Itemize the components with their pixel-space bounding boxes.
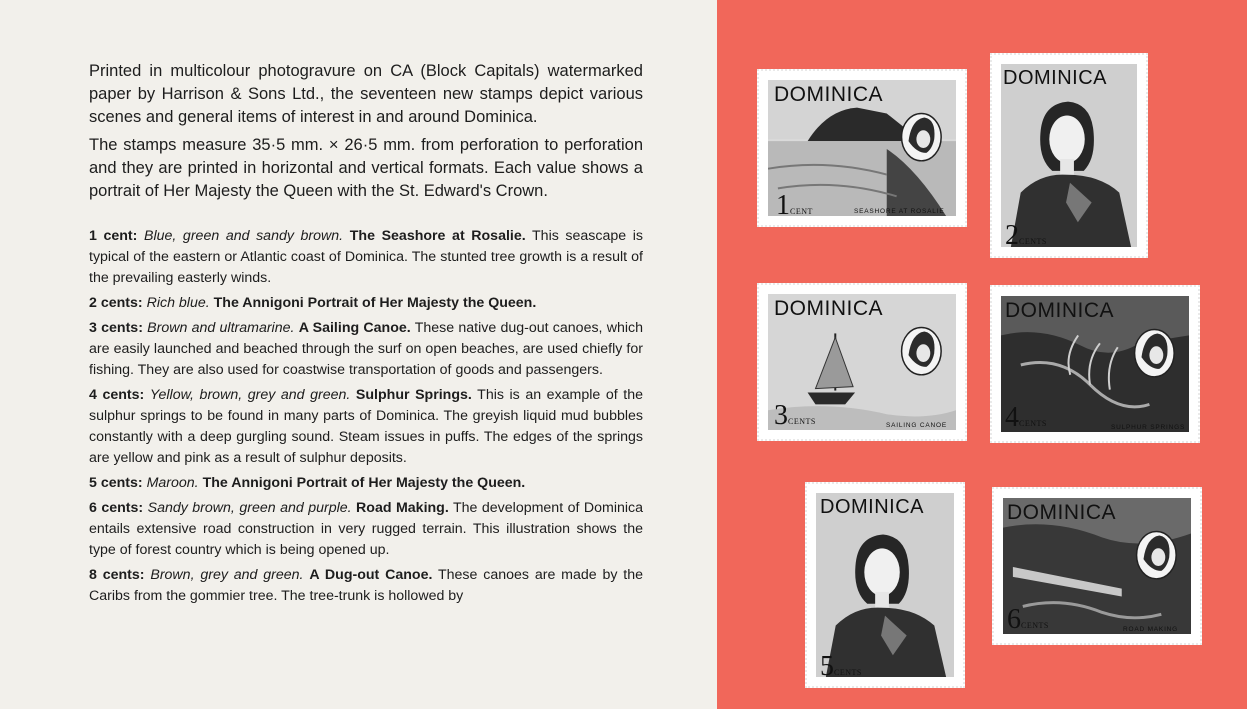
stamp-panel xyxy=(717,0,1247,709)
entry-title: A Sailing Canoe. xyxy=(298,320,411,336)
stamp-image xyxy=(768,294,956,430)
stamp-image xyxy=(1001,64,1137,247)
entry-3-cents xyxy=(89,318,643,381)
value-unit: CENTS xyxy=(1019,419,1047,428)
entry-colours: Blue, green and sandy brown. xyxy=(144,228,344,244)
entry-colours: Rich blue. xyxy=(146,295,210,311)
stamp-value xyxy=(1005,222,1047,247)
country-name: DOMINICA xyxy=(1005,299,1114,322)
value-digit: 1 xyxy=(776,190,790,216)
value-digit: 5 xyxy=(820,651,834,677)
country-name: DOMINICA xyxy=(774,297,883,320)
entry-value: 3 cents: xyxy=(89,320,143,336)
value-digit: 4 xyxy=(1005,402,1019,432)
stamp-value xyxy=(774,402,816,430)
stamp-image xyxy=(816,493,954,677)
stamp-value xyxy=(820,653,862,677)
entry-6-cents xyxy=(89,498,643,561)
stamp-4-cents xyxy=(990,285,1200,443)
entry-2-cents xyxy=(89,293,643,314)
entry-5-cents xyxy=(89,473,643,494)
entry-value: 6 cents: xyxy=(89,500,144,516)
stamp-image xyxy=(1001,296,1189,432)
stamp-caption: SAILING CANOE xyxy=(886,422,947,429)
value-digit: 2 xyxy=(1005,220,1019,247)
value-unit: CENTS xyxy=(1021,621,1049,630)
stamp-5-cents xyxy=(805,482,965,688)
queen-portrait xyxy=(816,493,954,677)
entry-4-cents xyxy=(89,385,643,469)
entry-title: The Annigoni Portrait of Her Majesty the Queen. xyxy=(202,475,526,491)
entry-title: A Dug-out Canoe. xyxy=(309,567,433,583)
entry-description: This seascape is typical of the eastern or Atlantic coast of Dominica. The stunted tree growth is a result of the prevailing easterly winds. xyxy=(89,228,643,286)
country-name: DOMINICA xyxy=(820,496,924,518)
stamp-caption: SULPHUR SPRINGS xyxy=(1111,424,1186,431)
stamp-3-cents xyxy=(757,283,967,441)
stamp-image xyxy=(1003,498,1191,634)
entry-description: The development of Dominica entails extensive road construction in very rugged terrain. This illustration shows the type of forest country which is being opened up. xyxy=(89,500,644,558)
entry-title: Road Making. xyxy=(356,500,449,516)
entry-description: This is an example of the sulphur springs to be found in many parts of Dominica. The greyish liquid mud bubbles constantly with a deep gurgling sound. Steam issues in puffs. The edges of the springs are yellow and pink as a result of sulphur deposits. xyxy=(89,387,643,466)
entry-title: Sulphur Springs. xyxy=(355,387,472,403)
stamp-caption: SEASHORE AT ROSALIE xyxy=(854,208,945,215)
entry-value: 5 cents: xyxy=(89,475,143,491)
entry-1-cent xyxy=(89,226,643,289)
stamp-value xyxy=(1005,404,1047,432)
entry-colours: Brown, grey and green. xyxy=(150,567,304,583)
country-name: DOMINICA xyxy=(1003,67,1107,89)
entry-value: 1 cent: xyxy=(89,228,138,244)
entry-description: These canoes are made by the Caribs from the gommier tree. The tree-trunk is hollowed by xyxy=(89,567,644,604)
stamp-value xyxy=(776,192,813,216)
text-column xyxy=(89,60,643,611)
entry-8-cents xyxy=(89,565,643,607)
entry-colours: Maroon. xyxy=(146,475,199,491)
value-digit: 3 xyxy=(774,400,788,430)
value-unit: CENTS xyxy=(834,668,862,677)
stamp-image xyxy=(768,80,956,216)
stamp-value xyxy=(1007,606,1049,634)
country-name: DOMINICA xyxy=(774,83,883,106)
value-unit: CENTS xyxy=(788,417,816,426)
country-name: DOMINICA xyxy=(1007,501,1116,524)
value-digit: 6 xyxy=(1007,604,1021,634)
value-unit: CENTS xyxy=(1019,237,1047,246)
value-unit: CENT xyxy=(790,207,813,216)
entry-value: 2 cents: xyxy=(89,295,143,311)
queen-portrait xyxy=(1001,64,1137,247)
entry-value: 4 cents: xyxy=(89,387,145,403)
entry-title: The Seashore at Rosalie. xyxy=(349,228,526,244)
stamp-caption: ROAD MAKING xyxy=(1123,626,1179,633)
entry-colours: Sandy brown, green and purple. xyxy=(147,500,352,516)
entry-description: These native dug-out canoes, which are easily launched and beached through the surf on open beaches, are used chiefly for fishing. They are also used for coastwise transportation of goods and passengers. xyxy=(89,320,644,378)
stamp-6-cents xyxy=(992,487,1202,645)
entry-value: 8 cents: xyxy=(89,567,145,583)
stamp-2-cents xyxy=(990,53,1148,258)
intro-paragraph-2: The stamps measure 35·5 mm. × 26·5 mm. from perforation to perforation and they are printed in horizontal and vertical formats. Each value shows a portrait of Her Majesty the Queen with the St. Edward's Crown. xyxy=(89,136,643,200)
entry-title: The Annigoni Portrait of Her Majesty the Queen. xyxy=(213,295,537,311)
entry-colours: Brown and ultramarine. xyxy=(147,320,295,336)
entry-colours: Yellow, brown, grey and green. xyxy=(149,387,351,403)
stamp-1-cent xyxy=(757,69,967,227)
intro-paragraph-1: Printed in multicolour photogravure on CA (Block Capitals) watermarked paper by Harrison & Sons Ltd., the seventeen new stamps depict various scenes and general items of interest in and around Dominica. xyxy=(89,62,643,126)
